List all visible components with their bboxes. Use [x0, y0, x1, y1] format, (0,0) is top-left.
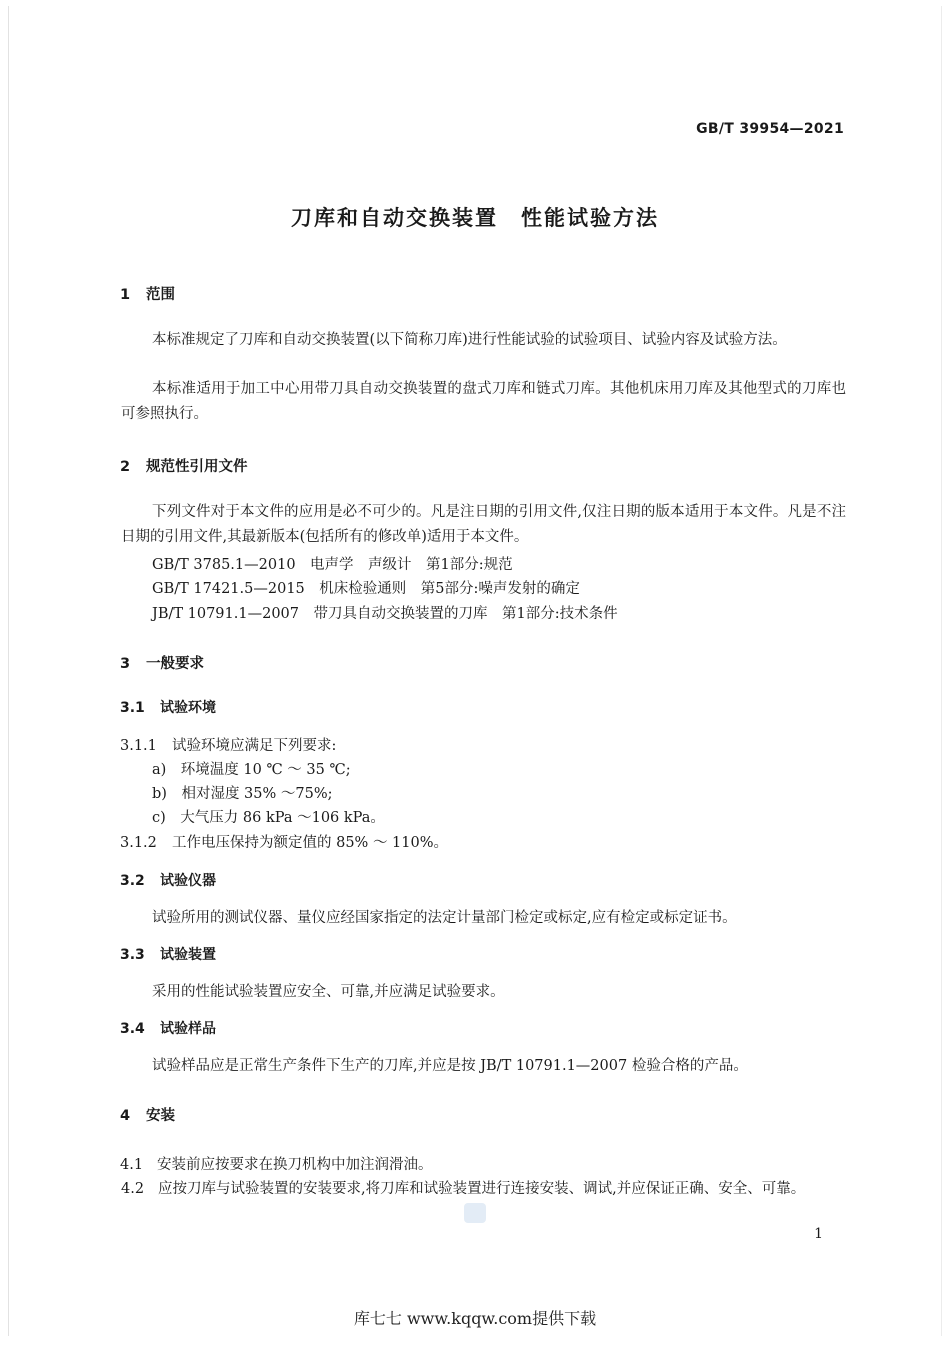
subsection-3-4-heading	[120, 1018, 216, 1038]
scope-paragraph-2: 本标准适用于加工中心用带刀具自动交换装置的盘式刀库和链式刀库。其他机床用刀库及其他型式的刀库也可参照执行。	[121, 381, 846, 422]
clause-3-1-2	[120, 831, 448, 852]
clause-4-1	[120, 1153, 433, 1174]
instruments-text: 试验所用的测试仪器、量仪应经国家指定的法定计量部门检定或标定,应有检定或标定证书。	[152, 910, 737, 926]
apparatus-text: 采用的性能试验装置应安全、可靠,并应满足试验要求。	[152, 984, 505, 1000]
clause-3-1-1	[120, 734, 336, 755]
section-number: 2	[120, 459, 131, 475]
watermark-stamp	[464, 1203, 486, 1223]
download-footer: 库七七 www.kqqw.com提供下载	[353, 1309, 597, 1328]
section-1-heading	[120, 283, 175, 304]
section-2-heading	[120, 455, 248, 476]
subsection-number: 3.3	[120, 947, 145, 963]
document-title: 刀库和自动交换装置 性能试验方法	[291, 206, 659, 230]
page-number: 1	[814, 1226, 823, 1242]
clause-text: 工作电压保持为额定值的 85% ～ 110%。	[172, 835, 449, 851]
subsection-3-2-heading	[120, 870, 216, 890]
clause-text: 安装前应按要求在换刀机构中加注润滑油。	[157, 1157, 433, 1173]
section-number: 3	[120, 656, 131, 672]
section-3-heading	[120, 652, 204, 673]
section-title: 安装	[146, 1108, 175, 1124]
section-title: 范围	[146, 287, 175, 303]
subsection-title: 试验环境	[160, 700, 216, 716]
clause-number: 4.2	[121, 1181, 145, 1197]
section-number: 1	[120, 287, 131, 303]
subsection-title: 试验样品	[160, 1021, 216, 1037]
references-intro: 下列文件对于本文件的应用是必不可少的。凡是注日期的引用文件,仅注日期的版本适用于本文件。凡是不注日期的引用文件,其最新版本(包括所有的修改单)适用于本文件。	[121, 504, 846, 545]
subsection-title: 试验仪器	[160, 873, 216, 889]
subsection-title: 试验装置	[160, 947, 216, 963]
subsection-number: 3.2	[120, 873, 145, 889]
section-title: 一般要求	[146, 656, 204, 672]
subsection-3-3-heading	[120, 944, 216, 964]
clause-4-2	[121, 1177, 846, 1202]
scope-paragraph-1: 本标准规定了刀库和自动交换装置(以下简称刀库)进行性能试验的试验项目、试验内容及试验方法。	[152, 332, 787, 348]
section-title: 规范性引用文件	[146, 459, 248, 475]
section-4-heading	[120, 1104, 175, 1125]
reference-item: GB/T 17421.5—2015 机床检验通则 第5部分:噪声发射的确定	[152, 581, 580, 597]
subsection-3-1-heading	[120, 697, 216, 717]
reference-item: GB/T 3785.1—2010 电声学 声级计 第1部分:规范	[152, 557, 513, 573]
clause-number: 3.1.1	[120, 738, 157, 754]
clause-number: 4.1	[120, 1157, 144, 1173]
clause-text: 试验环境应满足下列要求:	[172, 738, 337, 754]
standard-number: GB/T 39954—2021	[696, 121, 844, 137]
list-item: a) 环境温度 10 ℃ ～ 35 ℃;	[152, 762, 351, 778]
list-item: c) 大气压力 86 kPa ～106 kPa。	[152, 810, 385, 826]
reference-item: JB/T 10791.1—2007 带刀具自动交换装置的刀库 第1部分:技术条件	[152, 606, 618, 622]
list-item: b) 相对湿度 35% ～75%;	[152, 786, 333, 802]
subsection-number: 3.1	[120, 700, 145, 716]
clause-number: 3.1.2	[120, 835, 157, 851]
subsection-number: 3.4	[120, 1021, 145, 1037]
clause-text: 应按刀库与试验装置的安装要求,将刀库和试验装置进行连接安装、调试,并应保证正确、安全、可靠。	[158, 1181, 806, 1197]
sample-text: 试验样品应是正常生产条件下生产的刀库,并应是按 JB/T 10791.1—2007 检验合格的产品。	[152, 1058, 748, 1074]
section-number: 4	[120, 1108, 131, 1124]
